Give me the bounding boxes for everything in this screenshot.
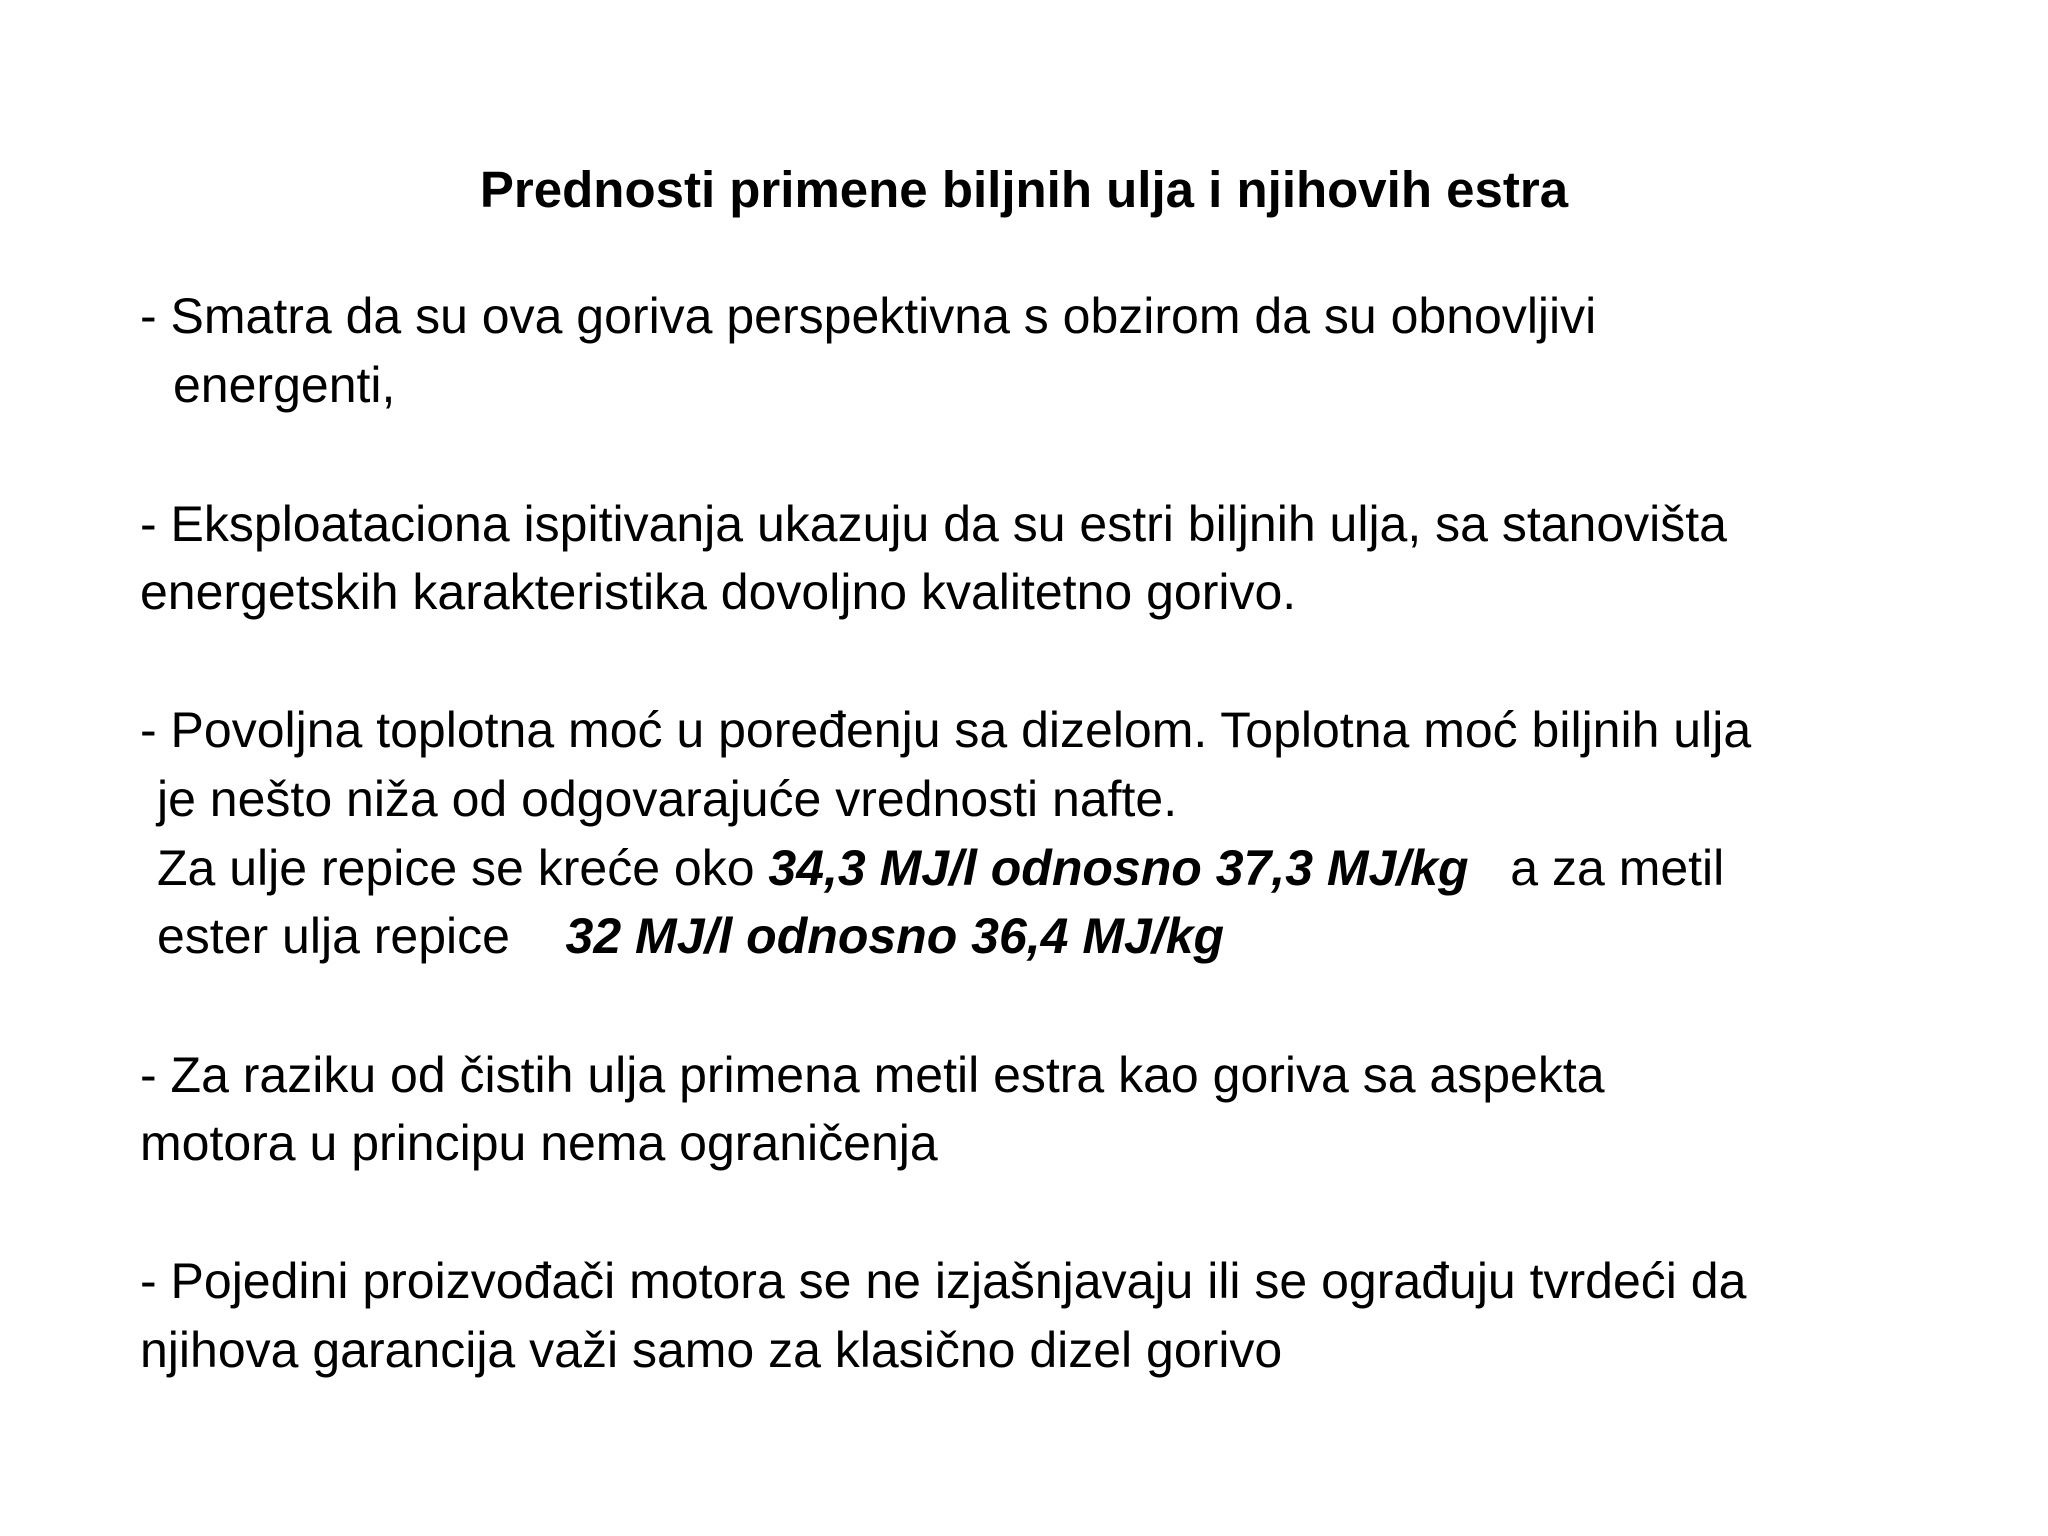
bullet-3-line-2: je nešto niža od odgovarajuće vrednosti nafte. [157,771,1178,827]
bullet-3-line-4-text: ester ulja repice [157,908,510,964]
bullet-2-line-1: - Eksploataciona ispitivanja ukazuju da su estri biljnih ulja, sa stanovišta [140,496,1727,552]
bullet-1-line-2: energenti, [173,357,396,413]
bullet-5-line-2: njihova garancija važi samo za klasično dizel gorivo [140,1322,1283,1378]
bullet-3-line-4-gap [510,908,566,964]
bullet-2-line-2: energetskih karakteristika dovoljno kvalitetno gorivo. [140,564,1297,620]
bullet-4-line-1: - Za raziku od čistih ulja primena metil estra kao goriva sa aspekta [140,1047,1605,1103]
bullet-3-line-3-tail: a za metil [1510,840,1725,896]
bullet-3-line-3 [157,836,1724,900]
rapeseed-oil-energy-value: 34,3 MJ/l odnosno 37,3 MJ/kg [768,840,1469,896]
bullet-3-line-4 [157,904,1224,968]
slide-title: Prednosti primene biljnih ulja i njihovih estra [479,161,1569,218]
bullet-5-line-1: - Pojedini proizvođači motora se ne izjašnjavaju ili se ograđuju tvrdeći da [140,1253,1747,1309]
bullet-3-line-3-gap [1469,840,1511,896]
bullet-1-line-1: - Smatra da su ova goriva perspektivna s obzirom da su obnovljivi [140,288,1597,344]
bullet-4-line-2: motora u principu nema ograničenja [140,1115,938,1171]
bullet-3-line-1: - Povoljna toplotna moć u poređenju sa dizelom. Toplotna moć biljnih ulja [140,702,1752,758]
methyl-ester-energy-value: 32 MJ/l odnosno 36,4 MJ/kg [565,908,1225,964]
bullet-3-line-3-text: Za ulje repice se kreće oko [157,840,769,896]
